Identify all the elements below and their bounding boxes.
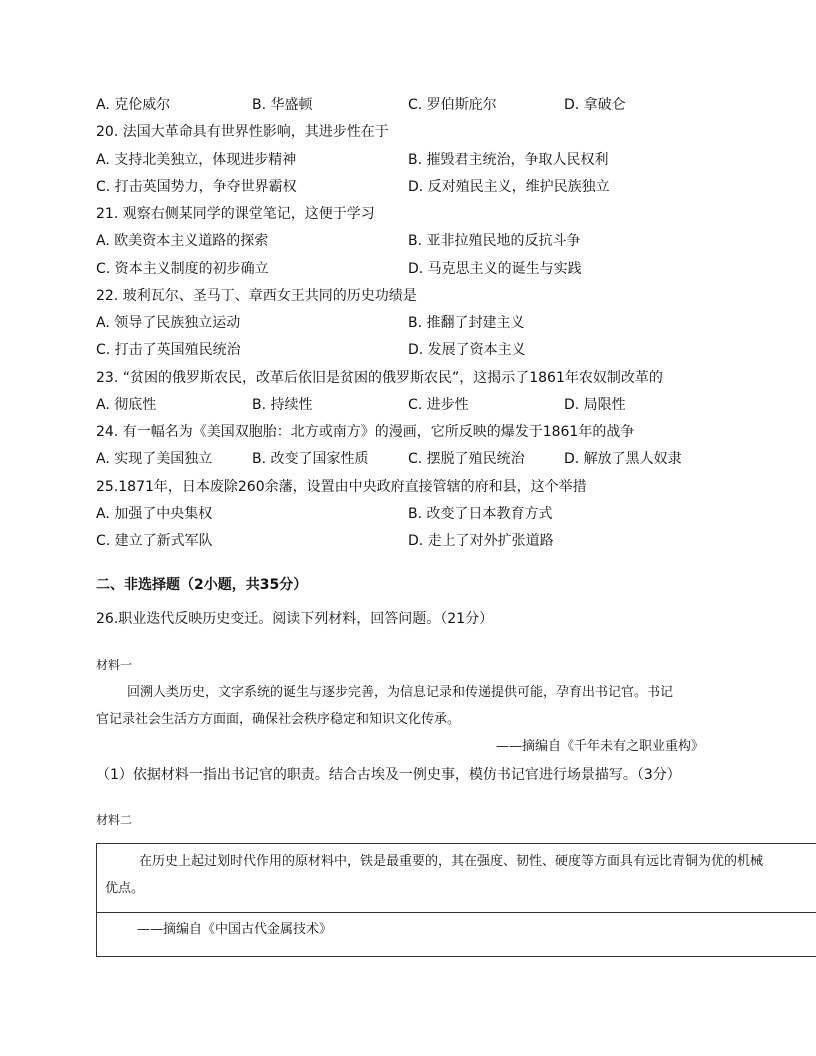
q19-option-d: D. 拿破仑 — [564, 97, 626, 113]
q23-option-c: C. 进步性 — [408, 397, 469, 413]
q22-stem: 22. 玻利瓦尔、圣马丁、章西女王共同的历史功绩是 — [96, 288, 417, 304]
q21-stem: 21. 观察右侧某同学的课堂笔记，这便于学习 — [96, 206, 375, 222]
q23-stem: 23. “贫困的俄罗斯农民，改革后依旧是贫困的俄罗斯农民”，这揭示了1861年农奴制改革的 — [96, 370, 663, 386]
q25-option-a: A. 加强了中央集权 — [96, 506, 213, 522]
q20-option-b: B. 摧毁君主统治，争取人民权利 — [408, 152, 609, 168]
material-1-line-1: 回溯人类历史，文字系统的诞生与逐步完善，为信息记录和传递提供可能，孕育出书记官。书记 — [127, 685, 674, 700]
q25-stem: 25.1871年，日本废除260余藩，设置由中央政府直接管辖的府和县，这个举措 — [96, 479, 587, 495]
q20-option-a: A. 支持北美独立，体现进步精神 — [96, 152, 297, 168]
section-title: 二、非选择题（2小题，共35分） — [96, 577, 308, 593]
material-2-box — [96, 843, 816, 957]
q20-option-c: C. 打击英国势力，争夺世界霸权 — [96, 179, 297, 195]
q21-option-b: B. 亚非拉殖民地的反抗斗争 — [408, 233, 581, 249]
q23-option-b: B. 持续性 — [252, 397, 313, 413]
sub-question-1: （1）依据材料一指出书记官的职责。结合古埃及一例史事，模仿书记官进行场景描写。（3分） — [96, 767, 681, 783]
q21-option-c: C. 资本主义制度的初步确立 — [96, 261, 269, 277]
material-2-line-1: 在历史上起过划时代作用的原材料中，铁是最重要的，其在强度、韧性、硬度等方面具有远比青铜为优的机械 — [139, 854, 764, 869]
q19-option-b: B. 华盛顿 — [252, 97, 313, 113]
q21-option-a: A. 欧美资本主义道路的探索 — [96, 233, 269, 249]
material-1-label: 材料一 — [96, 658, 133, 672]
material-2-source: ——摘编自《中国古代金属技术》 — [137, 922, 333, 937]
q24-stem: 24. 有一幅名为《美国双胞胎：北方或南方》的漫画，它所反映的爆发于1861年的战争 — [96, 424, 635, 440]
q23-option-d: D. 局限性 — [564, 397, 626, 413]
material-1-line-2: 官记录社会生活方方面面，确保社会秩序稳定和知识文化传承。 — [96, 712, 461, 727]
q19-option-a: A. 克伦威尔 — [96, 97, 171, 113]
q21-option-d: D. 马克思主义的诞生与实践 — [408, 261, 582, 277]
material-2-label: 材料二 — [96, 813, 133, 827]
material-2-line-2: 优点。 — [105, 881, 145, 896]
q25-option-d: D. 走上了对外扩张道路 — [408, 533, 554, 549]
q25-option-b: B. 改变了日本教育方式 — [408, 506, 553, 522]
q22-option-c: C. 打击了英国殖民统治 — [96, 342, 241, 358]
q25-option-c: C. 建立了新式军队 — [96, 533, 213, 549]
q24-option-a: A. 实现了美国独立 — [96, 451, 213, 467]
q26-stem: 26.职业迭代反映历史变迁。阅读下列材料，回答问题。（21分） — [96, 611, 494, 627]
box-divider — [97, 912, 816, 913]
q22-option-b: B. 推翻了封建主义 — [408, 315, 525, 331]
q20-stem: 20. 法国大革命具有世界性影响，其进步性在于 — [96, 124, 389, 140]
q24-option-d: D. 解放了黑人奴隶 — [564, 451, 682, 467]
q20-option-d: D. 反对殖民主义，维护民族独立 — [408, 179, 610, 195]
material-1-source: ——摘编自《千年未有之职业重构》 — [496, 739, 705, 754]
q19-option-c: C. 罗伯斯庇尔 — [408, 97, 497, 113]
q23-option-a: A. 彻底性 — [96, 397, 157, 413]
q22-option-d: D. 发展了资本主义 — [408, 342, 526, 358]
q22-option-a: A. 领导了民族独立运动 — [96, 315, 241, 331]
q24-option-b: B. 改变了国家性质 — [252, 451, 369, 467]
q24-option-c: C. 摆脱了殖民统治 — [408, 451, 525, 467]
